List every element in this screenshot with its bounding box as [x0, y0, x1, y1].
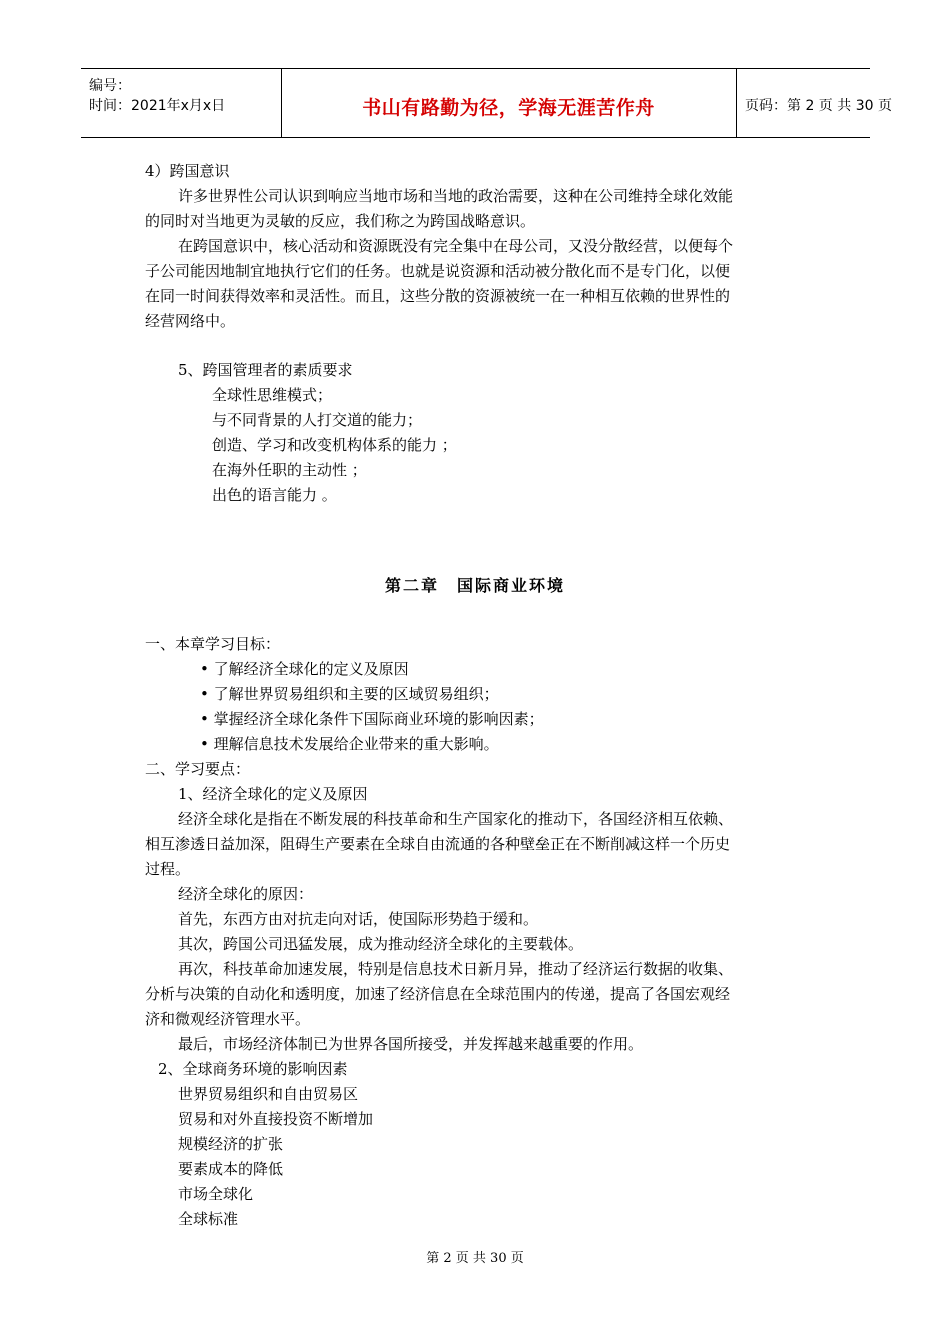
list-item: 规模经济的扩张: [178, 1135, 284, 1153]
section-heading: 二、学习要点：: [145, 760, 251, 778]
paragraph-line: 济和微观经济管理水平。: [145, 1010, 311, 1028]
paragraph-line: 经济全球化是指在不断发展的科技革命和生产国家化的推动下，各国经济相互依赖、: [178, 810, 734, 828]
list-item: 全球标准: [178, 1210, 239, 1228]
paragraph-line: 其次，跨国公司迅猛发展，成为推动经济全球化的主要载体。: [178, 935, 584, 953]
list-item: 要素成本的降低: [178, 1160, 284, 1178]
section-heading: 一、本章学习目标：: [145, 635, 281, 653]
paragraph-line: 子公司能因地制宜地执行它们的任务。也就是说资源和活动被分散化而不是专门化，以便: [145, 262, 731, 280]
list-item: 市场全球化: [178, 1185, 254, 1203]
bullet-item: • 理解信息技术发展给企业带来的重大影响。: [200, 735, 499, 753]
header-right-cell: [737, 69, 892, 137]
header-page-info: 页码：第 2 页 共 30 页: [745, 98, 892, 114]
document-time-label: 时间：2021年x月x日: [89, 98, 226, 114]
paragraph-line: 过程。: [145, 860, 191, 878]
list-item: 贸易和对外直接投资不断增加: [178, 1110, 374, 1128]
paragraph-line: 相互渗透日益加深，阻碍生产要素在全球自由流通的各种壁垒正在不断削减这样一个历史: [145, 835, 731, 853]
list-item: 在海外任职的主动性 ；: [212, 461, 367, 479]
bullet-item: • 了解世界贸易组织和主要的区域贸易组织；: [200, 685, 499, 703]
document-number-label: 编号：: [89, 78, 131, 94]
paragraph-line: 经济全球化的原因：: [178, 885, 314, 903]
paragraph-line: 的同时对当地更为灵敏的反应，我们称之为跨国战略意识。: [145, 212, 536, 230]
section-heading: 5、跨国管理者的素质要求: [178, 361, 353, 379]
paragraph-line: 经营网络中。: [145, 312, 236, 330]
page-header: [81, 68, 892, 138]
paragraph-line: 在跨国意识中，核心活动和资源既没有完全集中在母公司，又没分散经营，以便每个: [178, 237, 734, 255]
list-item: 全球性思维模式；: [212, 386, 333, 404]
header-middle-cell: [281, 69, 737, 137]
page-footer: 第 2 页 共 30 页: [426, 1251, 524, 1266]
paragraph-line: 许多世界性公司认识到响应当地市场和当地的政治需要，这种在公司维持全球化效能: [178, 187, 734, 205]
subsection-heading: 2、全球商务环境的影响因素: [158, 1060, 348, 1078]
list-item: 世界贸易组织和自由贸易区: [178, 1085, 359, 1103]
paragraph-line: 首先，东西方由对抗走向对话，使国际形势趋于缓和。: [178, 910, 539, 928]
list-item: 出色的语言能力 。: [212, 486, 337, 504]
header-motto: 书山有路勤为径，学海无涯苦作舟: [362, 97, 655, 119]
subsection-heading: 1、经济全球化的定义及原因: [178, 785, 368, 803]
bullet-item: • 掌握经济全球化条件下国际商业环境的影响因素；: [200, 710, 544, 728]
paragraph-line: 最后，市场经济体制已为世界各国所接受，并发挥越来越重要的作用。: [178, 1035, 644, 1053]
list-item: 创造、学习和改变机构体系的能力 ；: [212, 436, 457, 454]
paragraph-line: 再次，科技革命加速发展，特别是信息技术日新月异，推动了经济运行数据的收集、: [178, 960, 734, 978]
chapter-title: 第二章 国际商业环境: [384, 576, 565, 595]
list-item: 与不同背景的人打交道的能力；: [212, 411, 423, 429]
paragraph-line: 在同一时间获得效率和灵活性。而且，这些分散的资源被统一在一种相互依赖的世界性的: [145, 287, 731, 305]
paragraph-line: 分析与决策的自动化和透明度，加速了经济信息在全球范围内的传递，提高了各国宏观经: [145, 985, 731, 1003]
bullet-item: • 了解经济全球化的定义及原因: [200, 660, 409, 678]
section-heading: 4）跨国意识: [145, 162, 230, 180]
header-left-cell: [81, 69, 282, 137]
